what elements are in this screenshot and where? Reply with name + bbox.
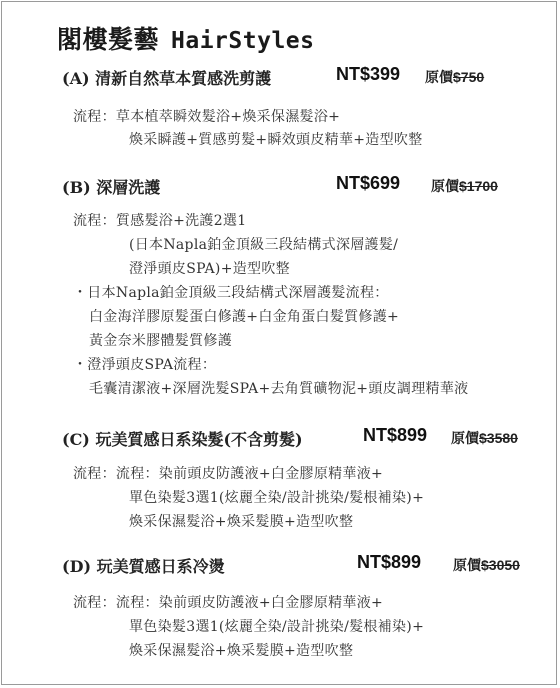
original-price-label: 原價 — [451, 431, 479, 447]
process-line: 單色染髮3選1(炫麗全染/設計挑染/髮根補染)+ — [129, 619, 425, 635]
process-line: 流程：草本植萃瞬效髮浴+煥采保濕髮浴+ — [73, 109, 341, 125]
original-price — [425, 67, 484, 87]
process-line: 黃金奈米膠體髮質修護 — [89, 333, 232, 349]
original-price — [453, 555, 520, 575]
service-header — [0, 554, 560, 580]
process-line: 毛囊清潔液+深層洗髮SPA+去角質礦物泥+頭皮調理精華液 — [89, 381, 469, 397]
original-price — [451, 428, 518, 448]
service-price: NT$899 — [363, 425, 428, 445]
page-frame — [1, 1, 557, 685]
service-name: (B) 深層洗護 — [62, 178, 161, 197]
service-section-a — [0, 64, 560, 148]
service-header — [0, 66, 560, 92]
process-line: 流程：流程：染前頭皮防護液+白金膠原精華液+ — [73, 595, 384, 611]
title-english: HairStyles — [171, 28, 315, 54]
process-line: 白金海洋膠原髮蛋白修護+白金角蛋白髮質修護+ — [89, 309, 400, 325]
process-line: 流程：質感髮浴+洗護2選1 — [73, 213, 247, 229]
process-line: 煥采保濕髮浴+煥采髮膜+造型吹整 — [129, 643, 354, 659]
service-header — [0, 175, 560, 201]
service-name: (A) 清新自然草本質感洗剪護 — [62, 69, 272, 88]
process-line: 單色染髮3選1(炫麗全染/設計挑染/髮根補染)+ — [129, 490, 425, 506]
service-header — [0, 427, 560, 453]
process-line: ・澄淨頭皮SPA流程： — [73, 357, 217, 373]
service-price: NT$399 — [336, 64, 401, 84]
original-price-value: $3580 — [479, 430, 518, 446]
service-price: NT$699 — [336, 173, 401, 193]
original-price — [431, 176, 498, 196]
process-line: 流程：流程：染前頭皮防護液+白金膠原精華液+ — [73, 466, 384, 482]
process-line: (日本Napla鉑金頂級三段結構式深層護髮/ — [129, 237, 399, 253]
service-section-b — [0, 173, 560, 397]
original-price-value: $1700 — [459, 178, 498, 194]
service-name: (C) 玩美質感日系染髮(不含剪髮) — [62, 430, 303, 449]
process-line: 澄淨頭皮SPA)+造型吹整 — [129, 261, 290, 277]
original-price-value: $3050 — [481, 557, 520, 573]
original-price-label: 原價 — [425, 70, 453, 86]
original-price-label: 原價 — [431, 179, 459, 195]
service-section-d — [0, 552, 560, 659]
title-chinese: 閣樓髮藝 — [57, 25, 160, 54]
service-name: (D) 玩美質感日系冷燙 — [62, 557, 225, 576]
process-line: 煥采瞬護+質感剪髮+瞬效頭皮精華+造型吹整 — [129, 132, 423, 148]
process-line: ・日本Napla鉑金頂級三段結構式深層護髮流程： — [73, 285, 389, 301]
page-title — [57, 20, 315, 56]
process-line: 煥采保濕髮浴+煥采髮膜+造型吹整 — [129, 514, 354, 530]
service-section-c — [0, 425, 560, 530]
original-price-value: $750 — [453, 69, 485, 85]
original-price-label: 原價 — [453, 558, 481, 574]
service-price: NT$899 — [357, 552, 422, 572]
